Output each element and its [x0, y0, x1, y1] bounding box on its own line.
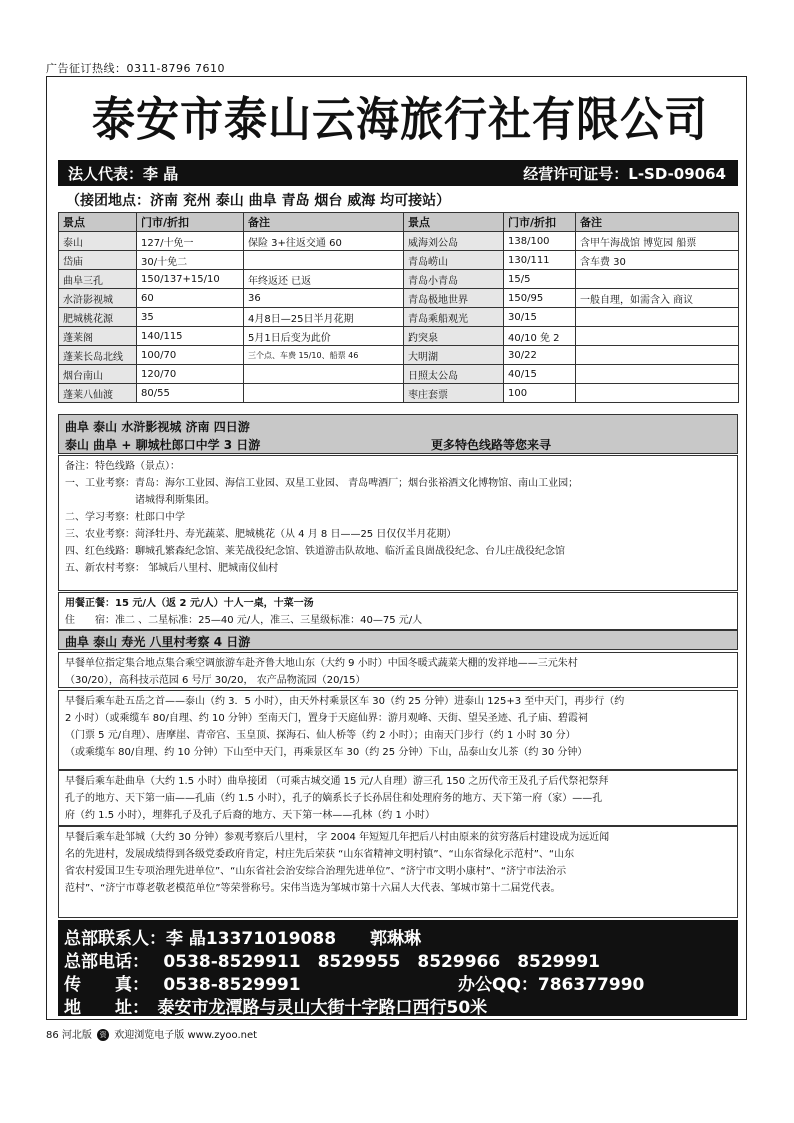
- table-cell: 岱庙: [59, 251, 137, 270]
- contact-phones: 总部电话： 0538-8529911 8529955 8529966 8529991: [64, 952, 600, 972]
- legal-representative: 法人代表：李 晶: [68, 165, 179, 183]
- table-cell: 150/95: [504, 289, 576, 308]
- table-cell: 蓬莱阁: [59, 327, 137, 346]
- price-table: [58, 212, 739, 403]
- tour-4day-title: 曲阜 泰山 寿光 八里村考察 4 日游: [58, 630, 738, 650]
- tour-lines-box: [58, 414, 738, 454]
- table-cell: [576, 384, 739, 403]
- itinerary-line: 省农村爱国卫生专项治理先进单位”、“山东省社会治安综合治理先进单位”、“济宁市文明小康村”、“济宁市法治示: [65, 866, 567, 877]
- note-line: 备注：特色线路（景点）：: [65, 461, 180, 472]
- table-cell: 30/15: [504, 308, 576, 327]
- contact-address: 地 址： 泰安市龙潭路与灵山大街十字路口西行50米: [64, 998, 488, 1018]
- table-row: [59, 365, 739, 384]
- table-row: [59, 270, 739, 289]
- table-cell: 烟台南山: [59, 365, 137, 384]
- table-cell: [244, 365, 404, 384]
- header-cell: 景点: [404, 213, 504, 232]
- table-cell: 三个点、车费 15/10、船票 46: [244, 346, 404, 365]
- table-cell: [576, 346, 739, 365]
- logo-icon: 资: [97, 1029, 109, 1041]
- table-cell: 40/15: [504, 365, 576, 384]
- table-cell: 枣庄套票: [404, 384, 504, 403]
- table-cell: 水浒影视城: [59, 289, 137, 308]
- contact-box: [58, 920, 738, 1016]
- table-cell: 130/111: [504, 251, 576, 270]
- note-line: 二、学习考察：杜郎口中学: [65, 512, 185, 523]
- itinerary-line: 范村”、“济宁市尊老敬老模范单位”等荣誉称号。宋伟当选为邹城市第十六届人大代表、邹城市第十二届党代表。: [65, 883, 561, 894]
- contact-persons: 总部联系人：李 晶13371019088 郭琳琳: [64, 929, 422, 949]
- table-cell: 140/115: [137, 327, 244, 346]
- page-number: 86 河北版: [46, 1030, 92, 1041]
- table-row: [59, 327, 739, 346]
- itinerary-day-2: [58, 690, 738, 770]
- more-routes: 更多特色线路等您来寻: [431, 438, 552, 452]
- itinerary-day-4: [58, 826, 738, 918]
- table-cell: 一般自理，如需含入 商议: [576, 289, 739, 308]
- tour-line-2: 泰山 曲阜 + 聊城杜郎口中学 3 日游: [65, 438, 261, 452]
- company-title: 泰安市泰山云海旅行社有限公司: [92, 93, 708, 148]
- table-cell: 15/5: [504, 270, 576, 289]
- contact-fax: 传 真： 0538-8529991: [64, 975, 301, 995]
- table-cell: 60: [137, 289, 244, 308]
- table-cell: 100/70: [137, 346, 244, 365]
- license-number: 经营许可证号：L-SD-09064: [523, 165, 726, 183]
- itinerary-day-3: [58, 770, 738, 826]
- table-cell: 100: [504, 384, 576, 403]
- table-cell: [244, 384, 404, 403]
- table-cell: 青岛崂山: [404, 251, 504, 270]
- table-cell: 日照太公岛: [404, 365, 504, 384]
- footer-text: 欢迎浏览电子版 www.zyoo.net: [114, 1030, 258, 1041]
- table-row: [59, 346, 739, 365]
- itinerary-line: 府（约 1.5 小时），埋葬孔子及孔子后裔的地方、天下第一林——孔林（约 1 小时）: [65, 810, 435, 821]
- table-cell: 36: [244, 289, 404, 308]
- meal-line: 用餐正餐：15 元/人（返 2 元/人）十人一桌，十菜一汤: [65, 598, 314, 609]
- table-header-row: [59, 213, 739, 232]
- pickup-locations: （接团地点：济南 兖州 泰山 曲阜 青岛 烟台 威海 均可接站）: [66, 193, 451, 209]
- itinerary-line: 孔子的地方、天下第一庙——孔庙（约 1.5 小时），孔子的嫡系长子长孙居住和处理府务的地方、天下第一府（家）——孔: [65, 793, 603, 804]
- table-cell: [576, 365, 739, 384]
- itinerary-line: 2 小时）（或乘缆车 80/自理、约 10 分钟）至南天门，置身于天庭仙界：游月观峰、天街、望吴圣迹、孔子庙、碧霞祠: [65, 713, 588, 724]
- table-cell: 含甲午海战馆 博览园 船票: [576, 232, 739, 251]
- note-line: 五、新农村考察： 邹城后八里村、肥城南仪仙村: [65, 563, 279, 574]
- table-cell: 大明湖: [404, 346, 504, 365]
- special-routes-notes: [58, 455, 738, 591]
- ad-hotline: 广告征订热线：0311-8796 7610: [46, 62, 225, 75]
- table-cell: [244, 251, 404, 270]
- info-bar: [58, 160, 738, 186]
- table-cell: 含车费 30: [576, 251, 739, 270]
- itinerary-line: 早餐后乘车赴五岳之首——泰山（约 3．5 小时），由天外村乘景区车 30（约 25 分钟）进泰山 125+3 至中天门，再步行（约: [65, 696, 625, 707]
- table-cell: 150/137+15/10: [137, 270, 244, 289]
- table-cell: 30/22: [504, 346, 576, 365]
- page-footer: [46, 1026, 257, 1041]
- itinerary-line: 早餐后乘车赴邹城（大约 30 分钟）参观考察后八里村， 字 2004 年短短几年把后八村由原来的贫穷落后村建设成为远近闻: [65, 832, 610, 843]
- table-cell: 蓬莱长岛北线: [59, 346, 137, 365]
- table-cell: 35: [137, 308, 244, 327]
- header-cell: 备注: [576, 213, 739, 232]
- note-line: 四、红色线路：聊城孔繁森纪念馆、莱芜战役纪念馆、铁道游击队故地、临沂孟良崮战役纪念、台儿庄战役纪念馆: [65, 546, 565, 557]
- header-cell: 门市/折扣: [137, 213, 244, 232]
- lodging-line: 住 宿：准二 、二星标准：25—40 元/人，准三、三星级标准：40—75 元/人: [65, 615, 423, 626]
- note-line: 一、工业考察：青岛：海尔工业园、海信工业园、双星工业园、 青岛啤酒厂；烟台张裕酒文化博物馆、南山工业园；: [65, 478, 579, 489]
- contact-qq: 办公QQ：786377990: [458, 975, 645, 995]
- table-cell: 趵突泉: [404, 327, 504, 346]
- table-cell: [576, 327, 739, 346]
- itinerary-line: 名的先进村，发展成绩得到各级党委政府肯定，村庄先后荣获 “山东省精神文明村镇”、“山东省绿化示范村”、“山东: [65, 849, 575, 860]
- table-cell: 4月8日—25日半月花期: [244, 308, 404, 327]
- tour-line-1: 曲阜 泰山 水浒影视城 济南 四日游: [65, 420, 250, 434]
- itinerary-line: （或乘缆车 80/自理、约 10 分钟）下山至中天门，再乘景区车 30（约 25 分钟）下山，品泰山女儿茶（约 30 分钟）: [65, 747, 588, 758]
- table-cell: 保险 3+往返交通 60: [244, 232, 404, 251]
- table-cell: 青岛乘船观光: [404, 308, 504, 327]
- table-cell: [576, 270, 739, 289]
- table-cell: 青岛小青岛: [404, 270, 504, 289]
- table-row: [59, 232, 739, 251]
- table-cell: 肥城桃花源: [59, 308, 137, 327]
- table-row: [59, 384, 739, 403]
- table-row: [59, 308, 739, 327]
- table-cell: 曲阜三孔: [59, 270, 137, 289]
- table-row: [59, 251, 739, 270]
- table-cell: 120/70: [137, 365, 244, 384]
- table-cell: 5月1日后变为此价: [244, 327, 404, 346]
- note-line: 诸城得利斯集团。: [65, 495, 215, 506]
- table-cell: 138/100: [504, 232, 576, 251]
- header-cell: 备注: [244, 213, 404, 232]
- table-cell: 蓬莱八仙渡: [59, 384, 137, 403]
- table-cell: 30/十免二: [137, 251, 244, 270]
- itinerary-line: （30/20），高科技示范园 6 号厅 30/20， 农产品物流园（20/15）: [65, 675, 366, 686]
- header-cell: 门市/折扣: [504, 213, 576, 232]
- table-cell: 泰山: [59, 232, 137, 251]
- table-cell: 40/10 免 2: [504, 327, 576, 346]
- table-cell: 年终返还 已返: [244, 270, 404, 289]
- table-cell: [576, 308, 739, 327]
- table-cell: 80/55: [137, 384, 244, 403]
- table-cell: 威海刘公岛: [404, 232, 504, 251]
- note-line: 三、农业考察：菏泽牡丹、寿光蔬菜、肥城桃花（从 4 月 8 日——25 日仅仅半月花期）: [65, 529, 457, 540]
- meal-lodging: [58, 592, 738, 630]
- itinerary-line: 早餐单位指定集合地点集合乘空调旅游车赴齐鲁大地山东（大约 9 小时）中国冬暖式蔬菜大棚的发祥地——三元朱村: [65, 658, 578, 669]
- itinerary-line: （门票 5 元/自理）、唐摩崖、青帝宫、玉皇顶、探海石、仙人桥等（约 2 小时）；由南天门步行（约 1 小时 30 分）: [65, 730, 576, 741]
- itinerary-day-1: [58, 652, 738, 688]
- table-row: [59, 289, 739, 308]
- table-cell: 青岛极地世界: [404, 289, 504, 308]
- itinerary-line: 早餐后乘车赴曲阜（大约 1.5 小时）曲阜接团 （可乘古城交通 15 元/人自理）游三孔 150 之历代帝王及孔子后代祭祀祭拜: [65, 776, 609, 787]
- table-cell: 127/十免一: [137, 232, 244, 251]
- header-cell: 景点: [59, 213, 137, 232]
